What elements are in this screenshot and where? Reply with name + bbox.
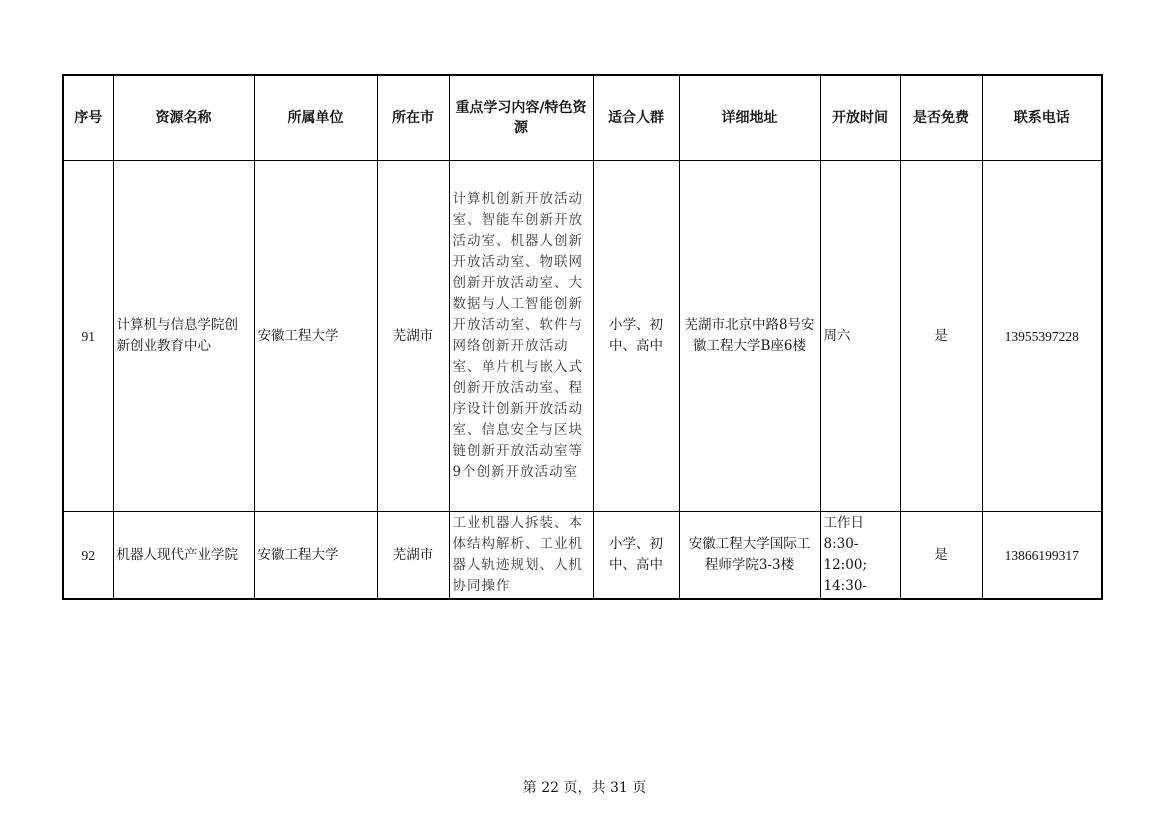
row-unit: 安徽工程大学 <box>254 512 377 600</box>
row-unit: 安徽工程大学 <box>254 161 377 512</box>
row-name: 计算机与信息学院创新创业教育中心 <box>113 161 254 512</box>
row-city: 芜湖市 <box>377 161 449 512</box>
row-name: 机器人现代产业学院 <box>113 512 254 600</box>
header-name: 资源名称 <box>113 75 254 161</box>
header-free: 是否免费 <box>900 75 982 161</box>
row-address: 芜湖市北京中路8号安徽工程大学B座6楼 <box>679 161 820 512</box>
row-audience: 小学、初中、高中 <box>593 512 679 600</box>
row-hours: 工作日 8:30-12:00; 14:30- <box>820 512 900 600</box>
header-row <box>63 75 1102 161</box>
row-free: 是 <box>900 512 982 600</box>
header-hours: 开放时间 <box>820 75 900 161</box>
row-no: 91 <box>63 161 113 512</box>
header-city: 所在市 <box>377 75 449 161</box>
header-no: 序号 <box>63 75 113 161</box>
row-hours: 周六 <box>820 161 900 512</box>
row-address: 安徽工程大学国际工程师学院3-3楼 <box>679 512 820 600</box>
header-content: 重点学习内容/特色资源 <box>449 75 593 161</box>
header-phone: 联系电话 <box>982 75 1102 161</box>
header-address: 详细地址 <box>679 75 820 161</box>
row-audience: 小学、初中、高中 <box>593 161 679 512</box>
table-row <box>63 512 1102 600</box>
resource-table <box>62 74 1103 600</box>
row-phone: 13955397228 <box>982 161 1102 512</box>
header-audience: 适合人群 <box>593 75 679 161</box>
row-no: 92 <box>63 512 113 600</box>
row-content: 工业机器人拆装、本体结构解析、工业机器人轨迹规划、人机协同操作 <box>449 512 593 600</box>
row-content: 计算机创新开放活动室、智能车创新开放活动室、机器人创新开放活动室、物联网创新开放活动室、大数据与人工智能创新开放活动室、软件与网络创新开放活动室、单片机与嵌入式创新开放活动室、程序设计创新开放活动室、信息安全与区块链创新开放活动室等9个创新开放活动室 <box>449 161 593 512</box>
page-footer: 第 22 页，共 31 页 <box>522 780 647 796</box>
row-city: 芜湖市 <box>377 512 449 600</box>
row-phone: 13866199317 <box>982 512 1102 600</box>
row-free: 是 <box>900 161 982 512</box>
header-unit: 所属单位 <box>254 75 377 161</box>
table-row <box>63 161 1102 512</box>
